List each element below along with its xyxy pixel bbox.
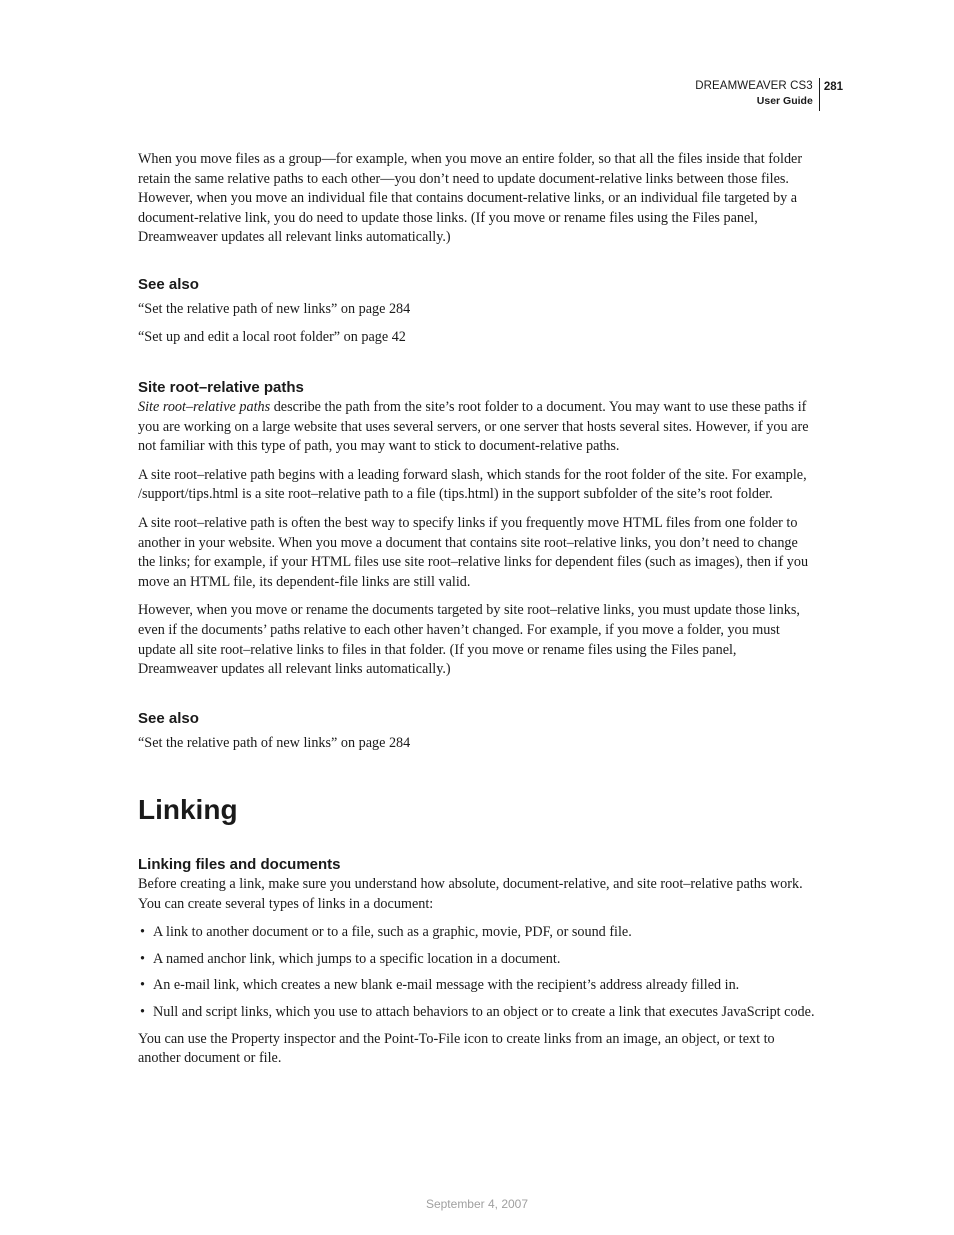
- header-product-name: DREAMWEAVER CS3: [695, 80, 813, 92]
- linking-files-heading: Linking files and documents: [138, 856, 341, 873]
- header-guide-name: User Guide: [756, 95, 813, 107]
- see-also-2-link-1[interactable]: “Set the relative path of new links” on page 284: [138, 735, 411, 751]
- bullet-icon: •: [140, 950, 145, 967]
- see-also-1-heading: See also: [138, 276, 199, 293]
- header-titles: [695, 78, 820, 111]
- bullet-icon: •: [140, 977, 145, 994]
- linking-intro: Before creating a link, make sure you understand how absolute, document-relative, and site root–relative paths work. You can create several types of links in a document:: [138, 876, 803, 912]
- page-number: 281: [823, 81, 843, 93]
- list-item: [138, 976, 818, 996]
- site-root-heading: Site root–relative paths: [138, 379, 304, 396]
- linking-files-section: [138, 855, 818, 1069]
- site-root-term: Site root–relative paths: [138, 399, 271, 415]
- list-item: [138, 1003, 818, 1023]
- list-item-text: A link to another document or to a file, such as a graphic, movie, PDF, or sound file.: [153, 924, 632, 941]
- page-header: [695, 78, 843, 111]
- linking-section: [138, 793, 818, 827]
- intro-paragraph: When you move files as a group—for example, when you move an entire folder, so that all the files inside that folder retain the same relative paths to each other—you don’t need to update document-relative links between those files. However, when you move an individual file that contains document-relative links, or an individual file targeted by a document-relative link, you do need to update those links. (If you move or rename files using the Files panel, Dreamweaver updates all relevant links automatically.): [138, 151, 803, 246]
- list-item: [138, 923, 818, 943]
- intro-block: [138, 150, 818, 248]
- see-also-2: [138, 709, 818, 754]
- site-root-paragraph-1-text: describe the path from the site’s root folder to a document. You may want to use these paths if you are working on a large website that uses several servers, or one server that hosts several sites. However, if you are not familiar with this type of path, you may want to stick to document-relative paths.: [138, 399, 809, 455]
- list-item: [138, 950, 818, 970]
- page-footer-date: September 4, 2007: [425, 1197, 529, 1211]
- bullet-icon: •: [140, 924, 145, 941]
- site-root-paragraph-3: A site root–relative path is often the best way to specify links if you frequently move HTML files from one folder to another in your website. When you move a document that contains site root–relative links, you don’t need to change the links; for example, if your HTML files use site root–relative links for dependent files (such as images), then if you move an HTML file, its dependent-file links are still valid.: [138, 514, 809, 590]
- bullet-icon: •: [140, 1003, 145, 1020]
- site-root-paragraph-1: [138, 398, 818, 457]
- link-types-list: [138, 923, 818, 1022]
- see-also-2-heading: See also: [138, 710, 199, 727]
- site-root-section: [138, 378, 818, 680]
- list-item-text: Null and script links, which you use to attach behaviors to an object or to create a link that executes JavaScript code.: [153, 1003, 815, 1020]
- list-item-text: An e-mail link, which creates a new blank e-mail message with the recipient’s address already filled in.: [153, 977, 740, 994]
- site-root-paragraph-4: However, when you move or rename the documents targeted by site root–relative links, you must update those links, even if the documents’ paths relative to each other haven’t changed. For example, if you move a folder, you must update all site root–relative links to files in that folder. (If you move or rename files using the Files panel, Dreamweaver updates all relevant links automatically.): [138, 602, 800, 678]
- linking-title: Linking: [138, 794, 238, 825]
- list-item-text: A named anchor link, which jumps to a specific location in a document.: [153, 950, 561, 967]
- linking-closing-paragraph: You can use the Property inspector and the Point-To-File icon to create links from an image, an object, or text to another document or file.: [138, 1030, 775, 1067]
- see-also-1: [138, 275, 818, 347]
- see-also-1-link-2[interactable]: “Set up and edit a local root folder” on page 42: [138, 328, 406, 345]
- see-also-1-link-1[interactable]: “Set the relative path of new links” on page 284: [138, 301, 411, 317]
- site-root-paragraph-2: A site root–relative path begins with a leading forward slash, which stands for the root folder of the site. For example, /support/tips.html is a site root–relative path to a file (tips.html) in the support subfolder of the site’s root folder.: [138, 466, 807, 503]
